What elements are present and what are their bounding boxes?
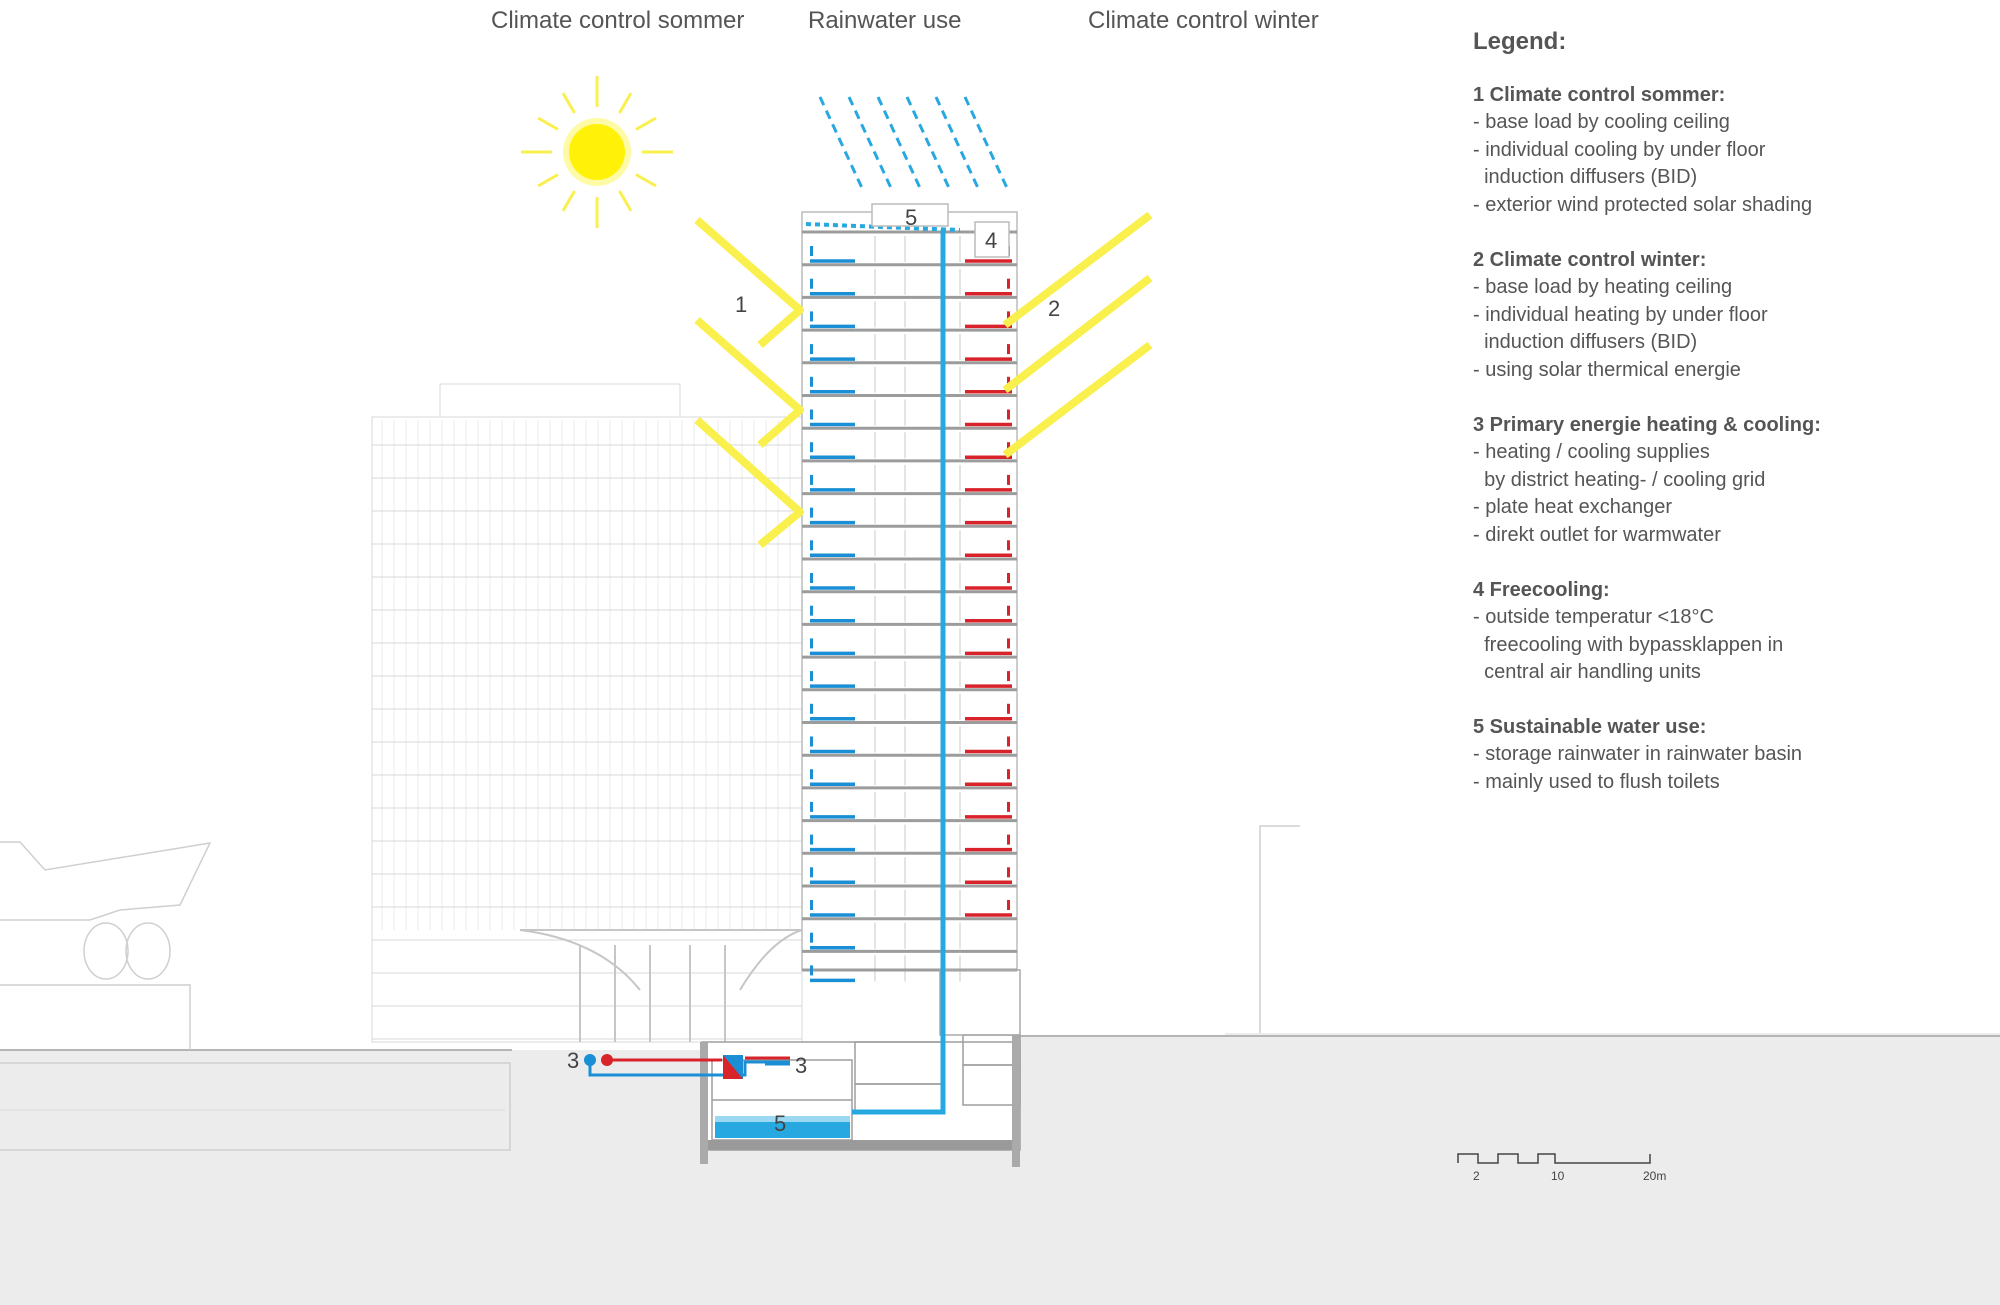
scale-label-20m: 20m: [1643, 1169, 1667, 1183]
marker-2: 2: [1048, 296, 1061, 321]
cooling-supply-node: [584, 1054, 596, 1066]
legend: [1473, 28, 1973, 824]
legend-section: [1473, 247, 1973, 385]
scale-label-10: 10: [1551, 1169, 1565, 1183]
legend-item: by district heating- / cooling grid: [1473, 468, 1766, 491]
bid-cooling-mark: [810, 638, 813, 648]
bid-cooling-mark: [810, 965, 813, 975]
label-climate-winter: Climate control winter: [1088, 7, 1319, 34]
winter-ray-arrow: [1005, 278, 1150, 390]
legend-item: - exterior wind protected solar shading: [1473, 193, 1813, 216]
bid-cooling-mark: [810, 475, 813, 485]
sun-ray: [636, 175, 656, 187]
entrance-canopy: [520, 930, 802, 1042]
legend-section-title: 5 Sustainable water use:: [1473, 715, 1707, 738]
legend-section: [1473, 82, 1973, 220]
legend-item: - plate heat exchanger: [1473, 496, 1673, 519]
legend-item: - base load by cooling ceiling: [1473, 111, 1730, 134]
marker-3-right: 3: [795, 1053, 808, 1078]
legend-item: induction diffusers (BID): [1473, 166, 1698, 189]
bid-cooling-mark: [810, 606, 813, 616]
sun-ray: [538, 118, 558, 130]
upper-plinth: [940, 970, 1020, 1035]
sun: [521, 76, 673, 228]
bid-heating-mark: [1007, 344, 1010, 354]
bid-heating-mark: [1007, 867, 1010, 877]
bid-heating-mark: [1007, 279, 1010, 289]
winter-ray-arrow: [1005, 215, 1150, 325]
summer-ray-arrow: [697, 220, 800, 345]
bid-heating-mark: [1007, 671, 1010, 681]
bid-heating-mark: [1007, 769, 1010, 779]
sun-ray: [538, 175, 558, 187]
bid-heating-mark: [1007, 638, 1010, 648]
legend-section: [1473, 412, 1973, 550]
bid-cooling-mark: [810, 835, 813, 845]
basement-wall-right: [1012, 1035, 1020, 1167]
bid-cooling-mark: [810, 540, 813, 550]
legend-item: - direkt outlet for warmwater: [1473, 523, 1721, 546]
bid-heating-mark: [1007, 737, 1010, 747]
bid-cooling-mark: [810, 671, 813, 681]
sun-ray: [636, 118, 656, 130]
legend-section-title: 1 Climate control sommer:: [1473, 83, 1726, 106]
legend-section: [1473, 577, 1973, 687]
background-building: [372, 384, 802, 1042]
bid-heating-mark: [1007, 802, 1010, 812]
legend-section-title: 4 Freecooling:: [1473, 578, 1610, 601]
bid-cooling-mark: [810, 737, 813, 747]
sun-ray: [563, 93, 575, 113]
bid-heating-mark: [1007, 900, 1010, 910]
rain: [820, 97, 1007, 188]
marker-1: 1: [735, 292, 748, 317]
bid-cooling-mark: [810, 311, 813, 321]
marker-4: 4: [985, 228, 998, 253]
bid-cooling-mark: [810, 769, 813, 779]
bid-heating-mark: [1007, 475, 1010, 485]
bid-cooling-mark: [810, 867, 813, 877]
bid-cooling-mark: [810, 410, 813, 420]
summer-ray-arrow: [697, 320, 800, 445]
bid-cooling-mark: [810, 344, 813, 354]
bid-heating-mark: [1007, 835, 1010, 845]
legend-item: induction diffusers (BID): [1473, 331, 1698, 354]
bid-cooling-mark: [810, 802, 813, 812]
bid-cooling-mark: [810, 508, 813, 518]
ground-right: [1020, 1036, 2000, 1236]
label-climate-summer: Climate control sommer: [491, 7, 745, 34]
bid-heating-mark: [1007, 704, 1010, 714]
bid-cooling-mark: [810, 279, 813, 289]
raindrop-line: [965, 97, 1007, 188]
bid-heating-mark: [1007, 508, 1010, 518]
marker-5-roof: 5: [905, 205, 918, 230]
bid-heating-mark: [1007, 573, 1010, 583]
plate-heat-exchanger: [723, 1055, 743, 1079]
legend-item: - outside temperatur <18°C: [1473, 606, 1714, 629]
bid-cooling-mark: [810, 900, 813, 910]
bid-cooling-mark: [810, 704, 813, 714]
summer-ray-arrow: [697, 420, 800, 545]
bid-heating-mark: [1007, 606, 1010, 616]
legend-title: Legend:: [1473, 28, 1567, 55]
neighbour-structure-left: [0, 842, 210, 1050]
neighbour-structure-right: [1260, 826, 1300, 1033]
legend-section-title: 2 Climate control winter:: [1473, 248, 1707, 271]
sun-ray: [563, 191, 575, 211]
legend-item: - heating / cooling supplies: [1473, 441, 1710, 464]
bid-cooling-mark: [810, 573, 813, 583]
bid-cooling-mark: [810, 377, 813, 387]
legend-item: - mainly used to flush toilets: [1473, 771, 1720, 794]
bid-cooling-mark: [810, 442, 813, 452]
sun-ray: [620, 191, 632, 211]
legend-item: - individual heating by under floor: [1473, 303, 1768, 326]
legend-section: [1473, 714, 1973, 797]
bid-cooling-mark: [810, 246, 813, 256]
legend-item: - using solar thermical energie: [1473, 358, 1741, 381]
heating-supply-node: [601, 1054, 613, 1066]
marker-5-basin: 5: [774, 1111, 787, 1136]
label-rainwater-use: Rainwater use: [808, 7, 962, 34]
legend-item: - base load by heating ceiling: [1473, 276, 1733, 299]
winter-ray-arrow: [1005, 345, 1150, 455]
sun-ray: [620, 93, 632, 113]
scale-label-2: 2: [1473, 1169, 1480, 1183]
legend-section-title: 3 Primary energie heating & cooling:: [1473, 413, 1821, 436]
legend-item: - storage rainwater in rainwater basin: [1473, 743, 1803, 766]
legend-item: central air handling units: [1473, 661, 1701, 684]
legend-item: freecooling with bypassklappen in: [1473, 633, 1784, 656]
marker-3-left: 3: [567, 1048, 580, 1073]
bid-heating-mark: [1007, 540, 1010, 550]
bid-heating-mark: [1007, 410, 1010, 420]
basement-floor-slab: [702, 1140, 1020, 1150]
bid-cooling-mark: [810, 933, 813, 943]
legend-item: - individual cooling by under floor: [1473, 138, 1766, 161]
